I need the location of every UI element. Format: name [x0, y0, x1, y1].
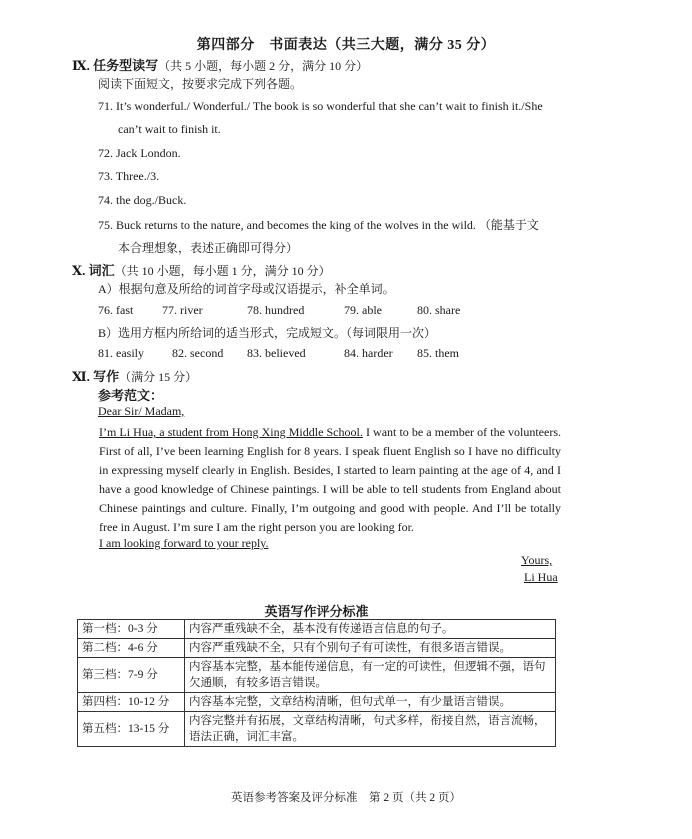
table-row [78, 693, 556, 712]
answer-74: 74. the dog./Buck. [98, 193, 187, 207]
answer-71-line1: 71. It’s wonderful./ Wonderful./ The book is so wonderful that she can’t wait to finish it./She [98, 99, 543, 113]
rubric-level: 第一档：0-3 分 [78, 620, 185, 639]
essay-signature: Li Hua [524, 570, 558, 584]
table-row [78, 620, 556, 639]
answer-72: 72. Jack London. [98, 146, 181, 160]
answer-77: 77. river [162, 303, 203, 317]
section-note: （满分 15 分） [119, 370, 198, 384]
answer-75-line2: 本合理想象，表述正确即可得分） [118, 241, 299, 255]
section-number: Ⅹ. [72, 263, 86, 278]
section-note: （共 5 小题，每小题 2 分，满分 10 分） [158, 59, 369, 73]
answer-row-a [0, 303, 692, 321]
rubric-description: 内容基本完整，文章结构清晰，但句式单一，有少量语言错误。 [185, 693, 556, 712]
answer-76: 76. fast [98, 303, 134, 317]
section-heading-task-reading [72, 55, 368, 74]
page-title: 第四部分 书面表达（共三大题，满分 35 分） [196, 38, 496, 53]
answer-71-line2: can’t wait to finish it. [118, 122, 221, 136]
essay-intro: I’m Li Hua, a student from Hong Xing Middle School. [99, 425, 363, 439]
rubric-description: 内容完整并有拓展，文章结构清晰，句式多样，衔接自然，语言流畅，语法正确，词汇丰富。 [185, 712, 556, 747]
essay-signoff: Yours, [521, 553, 553, 567]
table-row [78, 639, 556, 658]
table-row [78, 658, 556, 693]
essay-closing: I am looking forward to your reply. [99, 536, 269, 550]
answer-85: 85. them [417, 346, 459, 360]
sample-essay-label: 参考范文： [98, 388, 164, 403]
answer-80: 80. share [417, 303, 461, 317]
section-heading-vocabulary [72, 260, 331, 279]
rubric-level: 第五档：13-15 分 [78, 712, 185, 747]
rubric-description: 内容严重残缺不全，只有个别句子有可读性，有很多语言错误。 [185, 639, 556, 658]
answer-78: 78. hundred [247, 303, 305, 317]
answer-83: 83. believed [247, 346, 306, 360]
section-note: （共 10 小题，每小题 1 分，满分 10 分） [114, 264, 331, 278]
rubric-level: 第三档：7-9 分 [78, 658, 185, 693]
answer-82: 82. second [172, 346, 224, 360]
page-footer: 英语参考答案及评分标准 第 2 页（共 2 页） [231, 792, 461, 804]
section-name: 任务型读写 [93, 58, 159, 73]
answer-73: 73. Three./3. [98, 169, 160, 183]
rubric-description: 内容严重残缺不全，基本没有传递语言信息的句子。 [185, 620, 556, 639]
answer-84: 84. harder [344, 346, 393, 360]
part-a-instruction: A）根据句意及所给的词首字母或汉语提示，补全单词。 [98, 282, 395, 296]
answer-row-b [0, 346, 692, 364]
section-name: 写作 [93, 369, 120, 384]
instruction-text: 阅读下面短文，按要求完成下列各题。 [98, 77, 303, 91]
essay-text: I want to be a member of the volunteers. First of all, I’ve been learning English for 8 years. I speak fluent English so I have no difficulty in expressing myself clearly in English. Besides, I started to learn painting at the age of 4, and I have a good knowledge of Chinese paintings. I will be able to tell students from England about Chinese paintings and culture. Finally, I’m outgoing and good with people. And I’ll be totally free in August. I’m sure I am the right person you are looking for. [99, 425, 561, 534]
rubric-level: 第二档：4-6 分 [78, 639, 185, 658]
section-heading-writing [72, 366, 197, 385]
rubric-level: 第四档：10-12 分 [78, 693, 185, 712]
essay-body [99, 423, 561, 537]
section-number: Ⅸ. [72, 58, 90, 73]
section-name: 词汇 [88, 263, 115, 278]
answer-81: 81. easily [98, 346, 144, 360]
rubric-title: 英语写作评分标准 [264, 604, 369, 619]
part-b-instruction: B）选用方框内所给词的适当形式，完成短文。（每词限用一次） [98, 326, 437, 340]
essay-salutation: Dear Sir/ Madam, [98, 404, 185, 418]
rubric-description: 内容基本完整，基本能传递信息，有一定的可读性，但逻辑不强，语句欠通顺，有较多语言错误。 [185, 658, 556, 693]
answer-79: 79. able [344, 303, 382, 317]
section-number: Ⅺ. [72, 369, 90, 384]
rubric-table [77, 619, 556, 747]
table-row [78, 712, 556, 747]
answer-75-line1: 75. Buck returns to the nature, and becomes the king of the wolves in the wild. （能基于文 [98, 218, 539, 232]
